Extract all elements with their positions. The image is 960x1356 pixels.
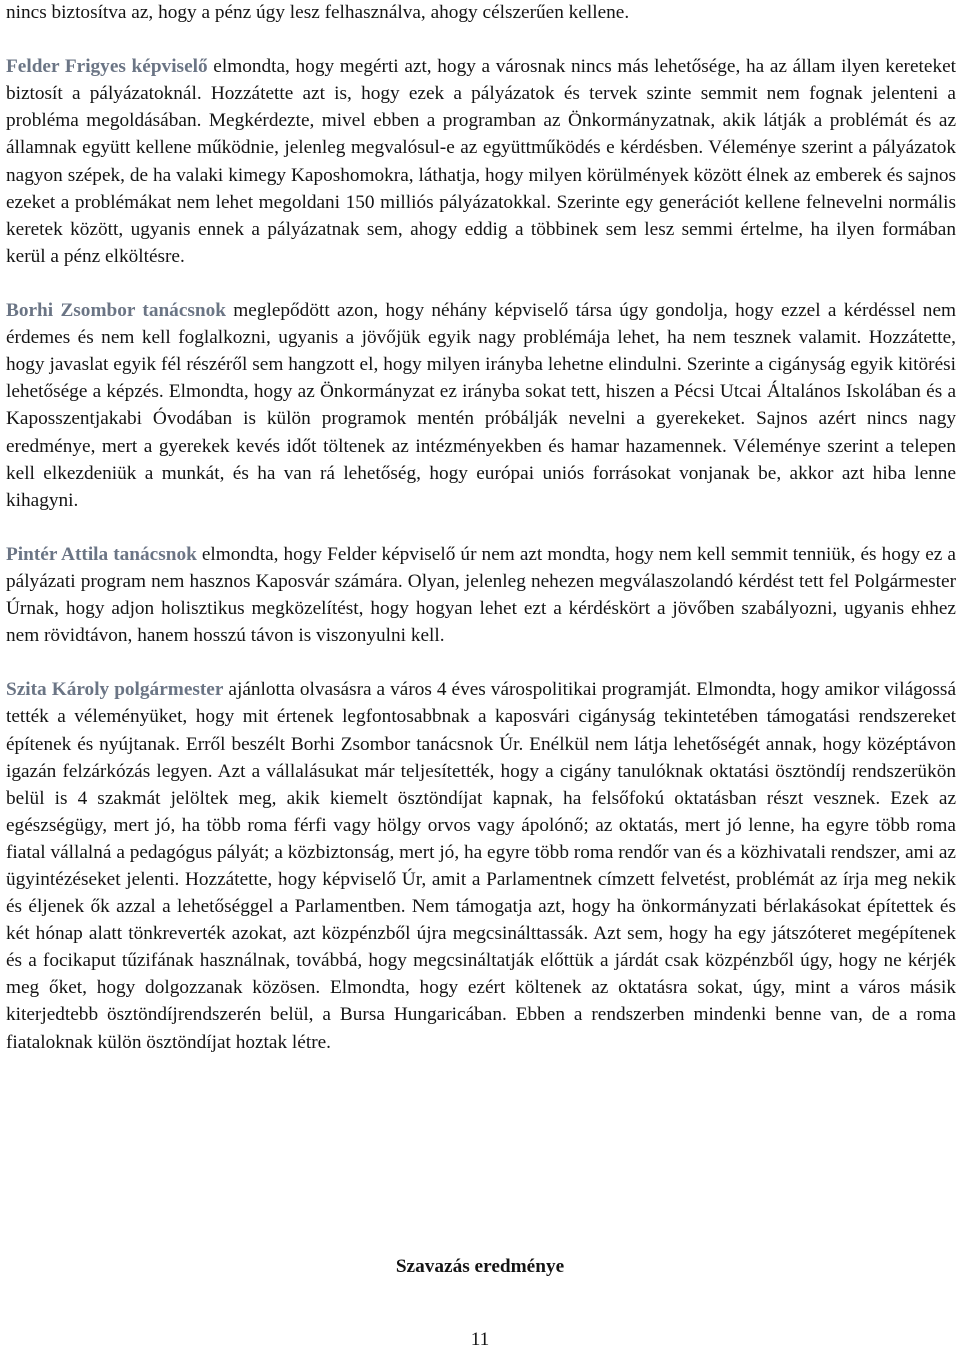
paragraph-text: elmondta, hogy megérti azt, hogy a városnak nincs más lehetősége, ha az állam ilyen kereteket biztosít a pályázatoknál. Hozzátette azt is, hogy ezek a pályázatok és tervek szinte semmit nem fognak jelenteni a probléma megoldásában. Megkérdezte, mivel ebben a programban az Önkormányzatnak, akik látják a problémát és az államnak együtt kellene működnie, jelenleg megvalósul-e az együttműködés e kérdésben. Véleménye szerint a pályázatok nagyon szépek, de ha valaki kimegy Kaposhomokra, láthatja, hogy milyen körülmények között élnek az emberek és sajnos ezeket a problémákat nem lehet megoldani 150 milliós pályázatokkal. Szerinte egy generációt kellene felnevelni normális keretek között, ugyanis ennek a pályázatnak sem, ahogy eddig a többinek sem lesz semmi értelme, ha ilyen formában kerül a pénz elköltésre. [6,56,956,267]
speaker-name: Szita Károly polgármester [6,679,224,701]
paragraph [6,676,956,1055]
document-body [6,0,956,1056]
paragraph [6,53,956,270]
speaker-name: Felder Frigyes képviselő [6,56,208,78]
paragraph-text: nincs biztosítva az, hogy a pénz úgy lesz felhasználva, ahogy célszerűen kellene. [6,2,630,23]
section-heading: Szavazás eredménye [395,1256,565,1277]
paragraph [6,541,956,649]
paragraph [6,297,956,514]
paragraph-text: elmondta, hogy Felder képviselő úr nem azt mondta, hogy nem kell semmit tenniük, és hogy ez a pályázati program nem hasznos Kaposvár számára. Olyan, jelenleg nehezen megválaszolandó kérdést tett fel Polgármester Úrnak, hogy adjon holisztikus megközelítést, hogy hogyan lehet ezt a kérdéskört a jövőben szabályozni, ugyanis ehhez nem rövidtávon, hanem hosszú távon is viszonyulni kell. [6,543,956,647]
speaker-name: Pintér Attila tanácsnok [6,543,197,565]
page-number: 11 [470,1329,490,1350]
paragraph [6,0,956,26]
paragraph-text: ajánlotta olvasásra a város 4 éves várospolitikai programját. Elmondta, hogy amikor világossá tették a véleményüket, hogy mit értenek legfontosabbnak a kaposvári cigányság tekintetében támogatási rendszereket építenek és nyújtanak. Erről beszélt Borhi Zsombor tanácsnok Úr. Enélkül nem látja lehetőségét annak, hogy középtávon igazán felzárkózás legyen. Azt a vállalásukat már teljesítették, hogy a cigány tanulóknak oktatási ösztöndíj rendszerükön belül is 4 szakmát jelöltek meg, akik kiemelt ösztöndíjat kapnak, ha felsőfokú oktatásban részt vesznek. Ezek az egészségügy, mert jó, ha több roma férfi vagy hölgy orvos vagy ápolónő; az oktatás, mert jó lenne, ha egyre több roma fiatal vállalná a pedagógus pályát; a közbiztonság, mert jó, ha egyre több roma rendőr van és a közhivatali rendszer, ami az ügyintézéseket jelenti. Hozzátette, hogy képviselő Úr, amit a Parlamentnek címzett felvetést, problémát az írja meg nekik és éljenek ők azzal a lehetőséggel a Parlamentben. Nem támogatja azt, hogy ha önkormányzati bérlakásokat építettek és két hónap alatt tönkreverték azokat, azt közpénzből újra megcsinálttassák. Azt sem, hogy ha egy játszóteret megépítenek és a focikaput tűzifának használnak, továbbá, hogy megcsináltatják előttük a járdát csak közpénzből úgy, hogy ne kérjék meg őket, hogy dolgozzanak közösen. Elmondta, hogy ezért költenek az oktatásra sokat, úgy, mint a város másik kiterjedtebb ösztöndíjrendszerén belül, a Bursa Hungaricában. Ebben a rendszerben mindenki benne van, de a roma fiataloknak külön ösztöndíjat hoztak létre. [6,679,956,1053]
speaker-name: Borhi Zsombor tanácsnok [6,300,226,322]
paragraph-text: meglepődött azon, hogy néhány képviselő társa úgy gondolja, hogy ezzel a kérdéssel nem érdemes és nem kell foglalkozni, ugyanis a jövőjük egyik nagy problémája lehet, ha nem tesznek valamit. Hozzátette, hogy javaslat egyik fél részéről sem hangzott el, hogy milyen irányba lehetne elindulni. Szerinte a cigányság egyik kitörési lehetősége a képzés. Elmondta, hogy az Önkormányzat ez irányba sokat tett, hiszen a Pécsi Utcai Általános Iskolában és a Kaposszentjakabi Óvodában is külön programok mentén próbálják nevelni a gyerekeket. Sajnos azért nincs nagy eredménye, mert a gyerekek kevés időt töltenek az intézményekben és hamar hazamennek. Véleménye szerint a telepen kell elkezdeniük a munkát, és ha van rá lehetőség, hogy európai uniós forrásokat vonjanak be, akkor azt hiba lenne kihagyni. [6,300,957,511]
